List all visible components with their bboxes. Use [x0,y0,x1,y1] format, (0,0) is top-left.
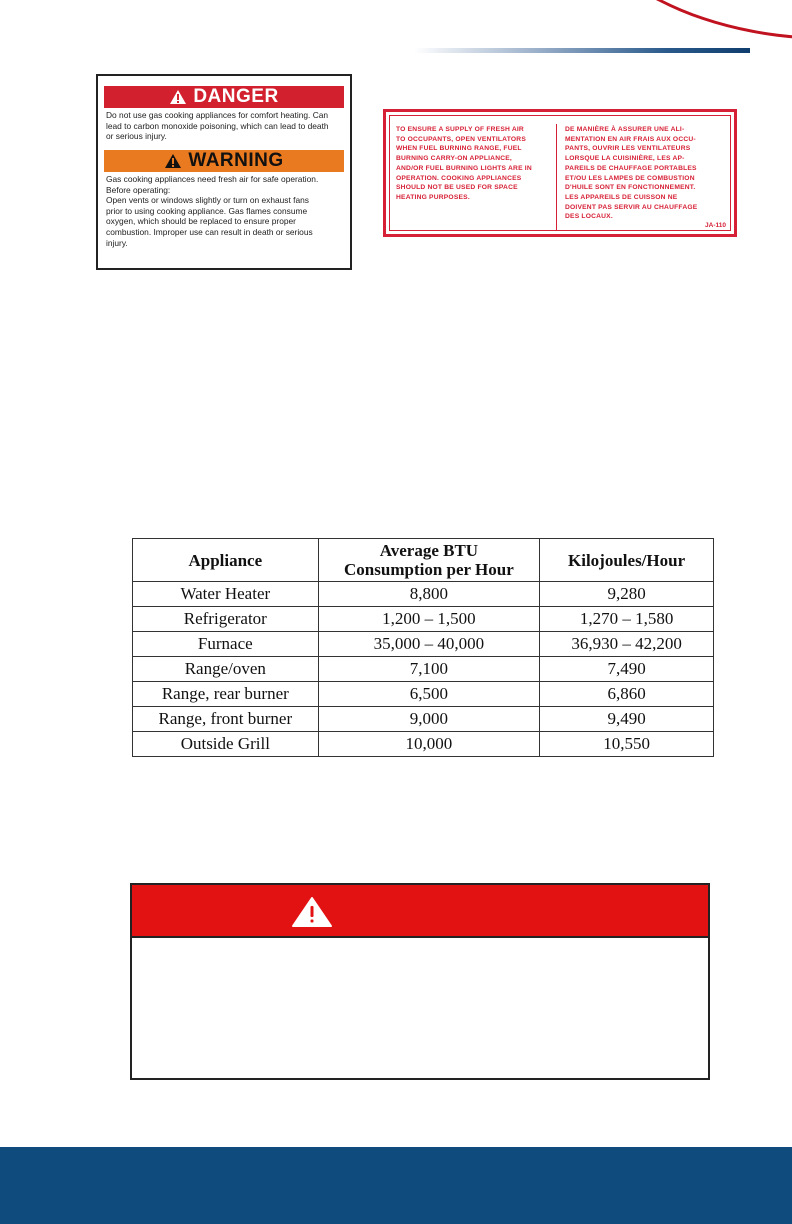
sticker-line: DOIVENT PAS SERVIR AU CHAUFFAGE [565,203,698,211]
cell-kj: 9,490 [540,707,714,732]
warning-line: injury. [106,237,128,248]
sticker-french-text [565,125,727,222]
btu-consumption-table [132,538,714,757]
header-appliance: Appliance [133,539,319,582]
table-row [133,582,714,607]
cell-kj: 6,860 [540,682,714,707]
sticker-line: DE MANIÈRE À ASSURER UNE ALI- [565,126,685,133]
cell-btu: 35,000 – 40,000 [318,632,540,657]
sticker-line: LORSQUE LA CUISINIÈRE, LES AP- [565,155,685,163]
cell-kj: 1,270 – 1,580 [540,607,714,632]
warning-text [106,174,344,248]
warning-title: WARNING [188,150,284,171]
sticker-line: DES LOCAUX. [565,213,613,221]
warning-line: Gas cooking appliances need fresh air for safe operation. [106,174,319,184]
corner-decoration-arc [560,0,792,40]
sticker-line: PAREILS DE CHAUFFAGE PORTABLES [565,164,697,172]
sticker-line: MENTATION EN AIR FRAIS AUX OCCU- [565,135,696,143]
table-row [133,707,714,732]
cell-btu: 1,200 – 1,500 [318,607,540,632]
header-kilojoules: Kilojoules/Hour [540,539,714,582]
sticker-line: TO ENSURE A SUPPLY OF FRESH AIR [396,126,524,133]
warning-line: oxygen, which should be replaced to ensure proper [106,216,296,227]
warning-callout [130,883,710,1080]
table-header-row [133,539,714,582]
header-average-btu-line1: Average BTU [379,541,479,560]
table-row [133,632,714,657]
danger-bar [104,86,344,108]
cell-btu: 10,000 [318,732,540,757]
table-row [133,657,714,682]
cell-kj: 9,280 [540,582,714,607]
header-average-btu [318,539,540,582]
danger-warning-label [96,74,352,270]
sticker-line: OPERATION. COOKING APPLIANCES [396,174,522,182]
sticker-line: SHOULD NOT BE USED FOR SPACE [396,184,518,192]
cell-appliance: Water Heater [133,582,319,607]
warning-triangle-icon [291,896,333,928]
table-row [133,732,714,757]
danger-text [106,110,344,142]
header-rule [414,48,750,53]
sticker-english-text [396,125,552,203]
sticker-line: WHEN FUEL BURNING RANGE, FUEL [396,145,522,153]
sticker-line: D'HUILE SONT EN FONCTIONNEMENT. [565,184,696,192]
warning-line: Open vents or windows slightly or turn on exhaust fans [106,195,309,206]
table-row [133,607,714,632]
sticker-line: HEATING PURPOSES. [396,193,470,201]
danger-line: Do not use gas cooking appliances for comfort heating. Can [106,110,329,120]
cell-appliance: Range, rear burner [133,682,319,707]
footer-band [0,1147,792,1224]
sticker-line: LES APPAREILS DE CUISSON NE [565,193,678,201]
warning-line: combustion. Improper use can result in death or serious [106,226,313,237]
warning-triangle-icon [164,153,182,169]
cell-kj: 36,930 – 42,200 [540,632,714,657]
cell-appliance: Furnace [133,632,319,657]
cell-btu: 7,100 [318,657,540,682]
sticker-line: TO OCCUPANTS, OPEN VENTILATORS [396,135,526,143]
warning-triangle-icon [169,89,187,105]
sticker-line: PANTS, OUVRIR LES VENTILATEURS [565,145,691,153]
cell-kj: 10,550 [540,732,714,757]
table-row [133,682,714,707]
cell-appliance: Range/oven [133,657,319,682]
warning-line: prior to using cooking appliance. Gas flames consume [106,205,308,216]
cell-btu: 8,800 [318,582,540,607]
danger-title: DANGER [193,86,279,107]
sticker-divider [556,124,557,230]
cell-appliance: Refrigerator [133,607,319,632]
cell-appliance: Range, front burner [133,707,319,732]
sticker-line: AND/OR FUEL BURNING LIGHTS ARE IN [396,164,532,172]
warning-line: Before operating: [106,184,171,195]
cell-btu: 6,500 [318,682,540,707]
danger-line: or serious injury. [106,131,167,142]
cell-btu: 9,000 [318,707,540,732]
warning-callout-header [132,885,708,938]
sticker-line: BURNING CARRY-ON APPLIANCE, [396,155,512,163]
cell-appliance: Outside Grill [133,732,319,757]
fresh-air-sticker [383,109,737,237]
warning-bar [104,150,344,172]
sticker-code: JA-110 [705,222,726,229]
header-average-btu-line2: Consumption per Hour [344,560,514,579]
cell-kj: 7,490 [540,657,714,682]
sticker-line: ET/OU LES LAMPES DE COMBUSTION [565,174,695,182]
danger-line: lead to carbon monoxide poisoning, which can lead to death [106,120,329,131]
